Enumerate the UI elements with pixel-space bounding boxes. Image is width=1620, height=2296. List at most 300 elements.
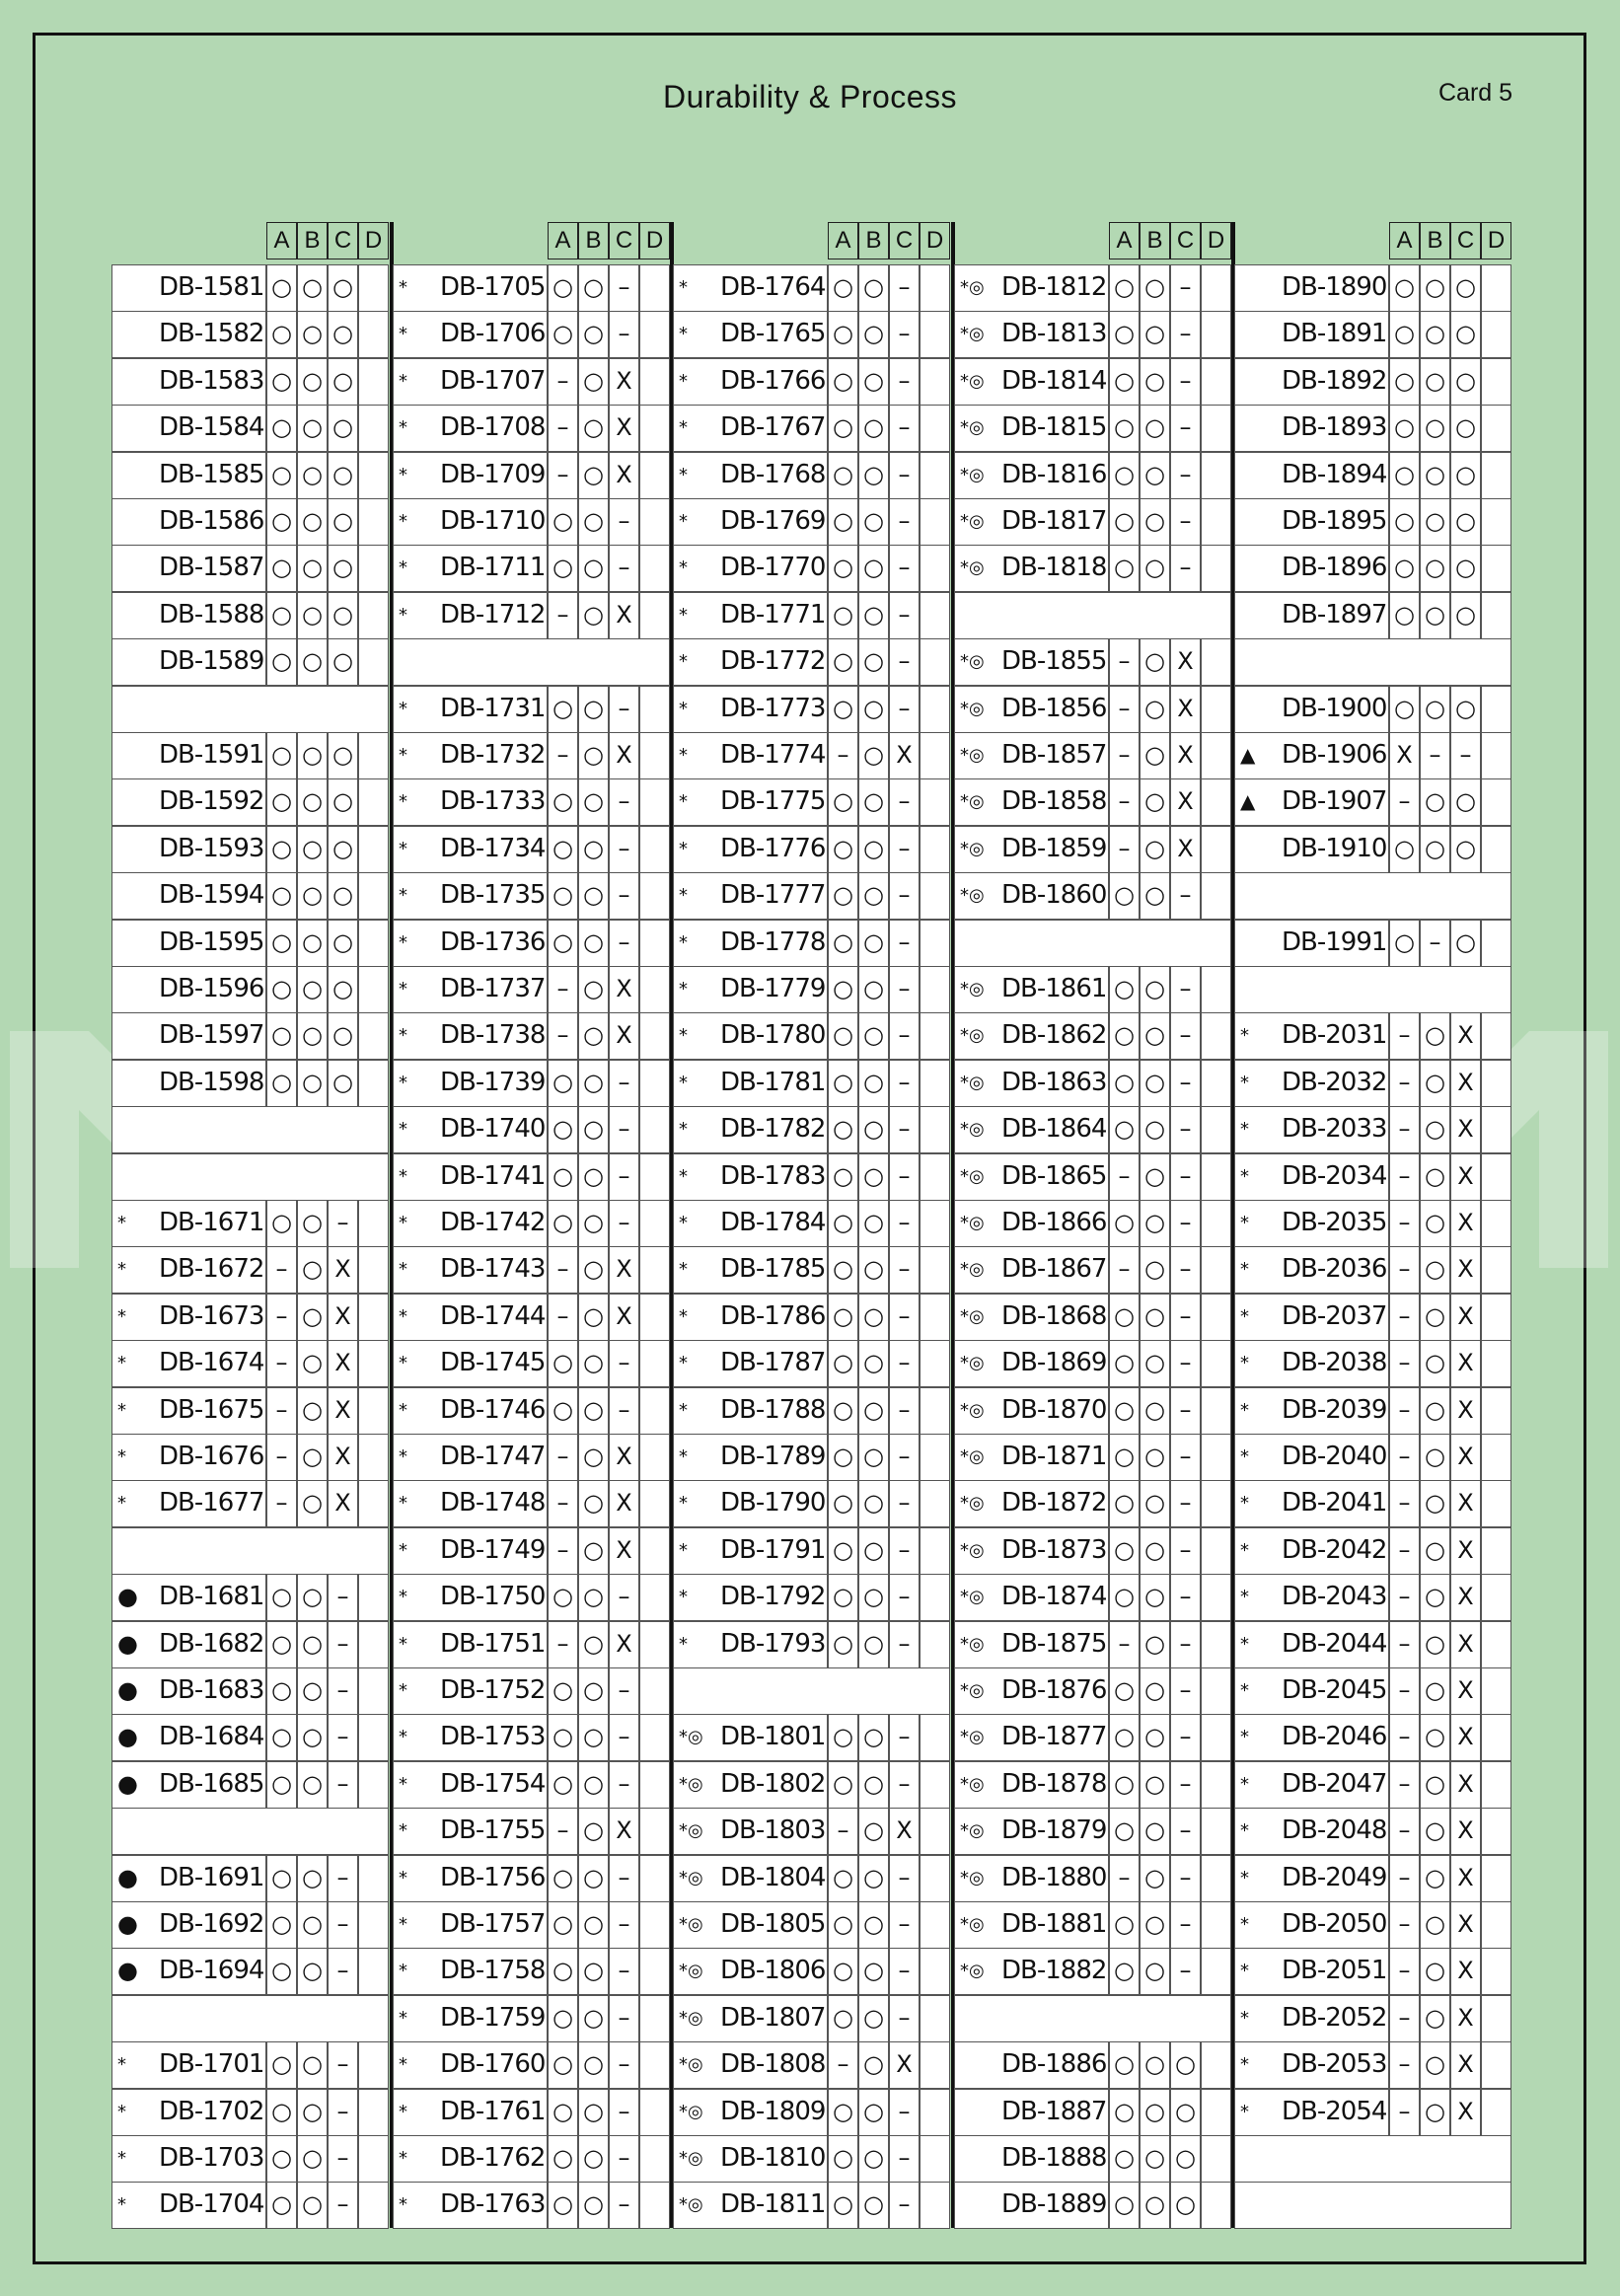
rating-a: ○ [828, 1246, 858, 1294]
marker-symbol: * [117, 1493, 126, 1515]
rating-a: ○ [1109, 1714, 1140, 1761]
product-id: DB-1876 [1001, 1675, 1107, 1705]
rating-a: ○ [828, 1527, 858, 1575]
marker-symbol: * [1240, 1259, 1249, 1281]
rating-d [1201, 1808, 1231, 1855]
rating-a: ○ [1109, 1901, 1140, 1949]
rating-a: ○ [1109, 1012, 1140, 1060]
rating-b: ○ [578, 1012, 609, 1060]
rating-c: – [1170, 1340, 1201, 1387]
rating-d [358, 1387, 389, 1435]
marker-symbol: * [117, 1399, 126, 1421]
product-id-cell [954, 1527, 1109, 1575]
product-id-cell [1234, 1012, 1389, 1060]
rating-d [358, 1714, 389, 1761]
product-id-cell [673, 1153, 828, 1201]
product-id-cell [111, 732, 266, 779]
rating-a: ○ [1389, 545, 1420, 592]
rating-d [358, 405, 389, 452]
rating-d [639, 872, 670, 920]
product-id: DB-2044 [1282, 1628, 1387, 1659]
product-id: DB-1814 [1001, 365, 1107, 396]
column-header-b: B [578, 222, 609, 259]
rating-d [639, 1340, 670, 1387]
product-id: DB-1870 [1001, 1394, 1107, 1425]
rating-c: X [609, 1294, 639, 1341]
rating-d [920, 1855, 950, 1902]
rating-d [920, 1480, 950, 1527]
product-id: DB-1862 [1001, 1020, 1107, 1051]
product-id-cell [111, 1246, 266, 1294]
marker-symbol: * [399, 979, 407, 1000]
rating-b: ○ [297, 2089, 328, 2136]
rating-b: ○ [1420, 1106, 1450, 1153]
rating-a: ○ [266, 498, 297, 546]
rating-c: X [1450, 1434, 1481, 1481]
rating-a: ○ [266, 1060, 297, 1107]
rating-a: – [1389, 1901, 1420, 1949]
rating-a: – [548, 732, 578, 779]
product-id: DB-1773 [720, 693, 826, 723]
rating-c: – [1170, 1948, 1201, 1995]
product-id: DB-2031 [1282, 1020, 1387, 1051]
rating-c: X [609, 1808, 639, 1855]
rating-b: ○ [1420, 1340, 1450, 1387]
rating-c: – [1170, 1855, 1201, 1902]
rating-d [1481, 778, 1511, 826]
rating-b: ○ [1140, 1340, 1170, 1387]
product-id-cell [111, 966, 266, 1013]
rating-a: ○ [828, 592, 858, 639]
product-id: DB-1751 [440, 1628, 546, 1659]
rating-b: ○ [858, 1012, 889, 1060]
product-id: DB-1731 [440, 693, 546, 723]
marker-symbol: * [1240, 1539, 1249, 1561]
marker-symbol: * [679, 651, 688, 673]
rating-a: – [1389, 1621, 1420, 1668]
rating-c: X [1450, 1901, 1481, 1949]
rating-d [920, 405, 950, 452]
marker-symbol: * [399, 1072, 407, 1093]
rating-c: – [889, 405, 920, 452]
marker-symbol: * [1240, 1773, 1249, 1795]
rating-c: X [1450, 1246, 1481, 1294]
product-id: DB-1856 [1001, 693, 1107, 723]
rating-c: X [328, 1294, 358, 1341]
product-id-cell [111, 1387, 266, 1435]
rating-d [358, 1948, 389, 1995]
rating-b: ○ [578, 686, 609, 733]
product-id-cell [1234, 405, 1389, 452]
marker-symbol: * [399, 1493, 407, 1515]
rating-d [1481, 498, 1511, 546]
empty-row [111, 1527, 389, 1575]
marker-symbol: * [679, 885, 688, 907]
rating-d [639, 264, 670, 312]
product-id-cell [393, 1480, 548, 1527]
marker-symbol: * [1240, 1633, 1249, 1655]
rating-a: – [1389, 1434, 1420, 1481]
rating-a: ○ [548, 1901, 578, 1949]
rating-a: – [548, 1480, 578, 1527]
rating-a: – [266, 1434, 297, 1481]
rating-c: ○ [1450, 826, 1481, 873]
rating-c: – [889, 452, 920, 499]
rating-a: ○ [828, 264, 858, 312]
product-id: DB-1784 [720, 1208, 826, 1237]
rating-d [639, 405, 670, 452]
rating-b: ○ [1420, 1667, 1450, 1715]
rating-c: – [889, 1294, 920, 1341]
product-id-cell [1234, 1060, 1389, 1107]
marker-symbol: ● [117, 1583, 138, 1611]
product-id-cell [673, 1855, 828, 1902]
product-id: DB-2051 [1282, 1956, 1387, 1986]
product-id-cell [111, 592, 266, 639]
rating-b: ○ [858, 1948, 889, 1995]
product-id: DB-1865 [1001, 1160, 1107, 1191]
rating-c: – [609, 872, 639, 920]
rating-d [920, 1200, 950, 1247]
marker-symbol: *◎ [960, 1867, 985, 1889]
product-id: DB-1741 [440, 1160, 546, 1191]
marker-symbol: * [1240, 1587, 1249, 1608]
rating-c: X [328, 1480, 358, 1527]
marker-symbol: * [679, 1633, 688, 1655]
rating-d [920, 1434, 950, 1481]
product-id-cell [673, 1012, 828, 1060]
product-id-cell [1234, 826, 1389, 873]
rating-b: ○ [578, 545, 609, 592]
product-id-cell [1234, 1153, 1389, 1201]
marker-symbol: * [399, 1539, 407, 1561]
rating-a: – [266, 1294, 297, 1341]
marker-symbol: * [679, 1305, 688, 1327]
rating-d [920, 1901, 950, 1949]
rating-b: ○ [578, 1387, 609, 1435]
rating-b: ○ [578, 1246, 609, 1294]
product-id-cell [393, 1106, 548, 1153]
marker-symbol: * [117, 2194, 126, 2216]
rating-b: ○ [297, 1621, 328, 1668]
rating-d [920, 545, 950, 592]
rating-d [1481, 1621, 1511, 1668]
product-id: DB-1595 [159, 926, 264, 957]
product-id: DB-1881 [1001, 1909, 1107, 1939]
product-id-cell [954, 1200, 1109, 1247]
rating-d [639, 1855, 670, 1902]
marker-symbol: *◎ [960, 1633, 985, 1655]
rating-c: – [889, 920, 920, 967]
rating-b: ○ [1140, 2041, 1170, 2089]
rating-c: X [1450, 1995, 1481, 2042]
marker-symbol: * [1240, 1680, 1249, 1701]
product-id-cell [1234, 2089, 1389, 2136]
product-id: DB-1584 [159, 412, 264, 443]
rating-d [1481, 1340, 1511, 1387]
rating-b: ○ [1420, 1761, 1450, 1809]
product-id: DB-1873 [1001, 1534, 1107, 1565]
rating-d [358, 452, 389, 499]
product-id: DB-1769 [720, 506, 826, 536]
rating-d [1481, 920, 1511, 967]
product-id: DB-2034 [1282, 1160, 1387, 1191]
product-id-cell [673, 452, 828, 499]
product-id-cell [111, 1901, 266, 1949]
rating-d [920, 2135, 950, 2183]
rating-b: ○ [578, 405, 609, 452]
marker-symbol: * [399, 1773, 407, 1795]
marker-symbol: *◎ [960, 1259, 985, 1281]
product-id: DB-1586 [159, 506, 264, 536]
product-id: DB-1789 [720, 1442, 826, 1471]
rating-d [358, 1294, 389, 1341]
marker-symbol: *◎ [960, 1446, 985, 1467]
empty-row [954, 592, 1231, 639]
product-id-cell [673, 2135, 828, 2183]
product-id-cell [1234, 1761, 1389, 1809]
marker-symbol: * [679, 324, 688, 345]
product-id-cell [1234, 1995, 1389, 2042]
product-id-cell [393, 1855, 548, 1902]
product-id: DB-1892 [1282, 365, 1387, 396]
rating-b: ○ [578, 1060, 609, 1107]
product-id: DB-1857 [1001, 740, 1107, 770]
rating-a: – [1389, 1995, 1420, 2042]
product-id: DB-2036 [1282, 1254, 1387, 1285]
product-id-cell [673, 2041, 828, 2089]
product-id: DB-1709 [440, 459, 546, 489]
rating-a: ○ [828, 2089, 858, 2136]
product-id-cell [954, 358, 1109, 406]
rating-a: ○ [828, 1012, 858, 1060]
product-id: DB-1808 [720, 2049, 826, 2080]
product-id-cell [1234, 1387, 1389, 1435]
rating-a: ○ [548, 826, 578, 873]
product-id: DB-1888 [1001, 2143, 1107, 2173]
product-id-cell [393, 1060, 548, 1107]
marker-symbol: *◎ [960, 1727, 985, 1748]
rating-a: ○ [266, 1761, 297, 1809]
product-id: DB-1864 [1001, 1114, 1107, 1145]
marker-symbol: * [679, 698, 688, 719]
product-id: DB-1592 [159, 786, 264, 817]
product-id-cell [393, 1527, 548, 1575]
product-id-cell [673, 638, 828, 686]
rating-c: – [889, 1387, 920, 1435]
marker-symbol: * [399, 1119, 407, 1141]
rating-d [1201, 2135, 1231, 2183]
product-id-cell [673, 1621, 828, 1668]
marker-symbol: *◎ [679, 2194, 703, 2216]
rating-d [358, 778, 389, 826]
rating-a: – [266, 1246, 297, 1294]
product-id-cell [111, 264, 266, 312]
product-id: DB-1750 [440, 1582, 546, 1612]
rating-b: ○ [1140, 1667, 1170, 1715]
product-id: DB-1737 [440, 974, 546, 1003]
rating-c: X [609, 358, 639, 406]
rating-d [920, 2089, 950, 2136]
rating-d [639, 826, 670, 873]
rating-a: – [828, 732, 858, 779]
rating-d [358, 1246, 389, 1294]
rating-b: ○ [858, 2041, 889, 2089]
rating-c: X [609, 1012, 639, 1060]
marker-symbol: *◎ [679, 1961, 703, 1982]
rating-a: ○ [1389, 452, 1420, 499]
product-id-cell [954, 872, 1109, 920]
rating-d [639, 1387, 670, 1435]
rating-a: ○ [266, 311, 297, 358]
rating-d [358, 2041, 389, 2089]
rating-b: ○ [1140, 966, 1170, 1013]
rating-c: – [1170, 1153, 1201, 1201]
rating-c: ○ [328, 405, 358, 452]
rating-c: – [889, 2089, 920, 2136]
rating-d [639, 1480, 670, 1527]
rating-a: – [1389, 778, 1420, 826]
rating-b: ○ [1140, 1294, 1170, 1341]
rating-d [1201, 966, 1231, 1013]
rating-c: X [1170, 732, 1201, 779]
rating-d [639, 1714, 670, 1761]
product-id: DB-1896 [1282, 553, 1387, 583]
rating-b: ○ [858, 1621, 889, 1668]
product-id: DB-1749 [440, 1534, 546, 1565]
rating-a: ○ [548, 2135, 578, 2183]
rating-b: ○ [297, 2182, 328, 2229]
product-id: DB-1807 [720, 2002, 826, 2033]
rating-a: – [548, 1246, 578, 1294]
product-id: DB-1785 [720, 1254, 826, 1285]
rating-d [639, 1060, 670, 1107]
product-id: DB-1583 [159, 365, 264, 396]
rating-a: ○ [266, 405, 297, 452]
rating-b: ○ [858, 545, 889, 592]
rating-c: – [1170, 1667, 1201, 1715]
rating-d [358, 966, 389, 1013]
product-id-cell [673, 1246, 828, 1294]
product-id-cell [673, 2182, 828, 2229]
rating-d [1481, 311, 1511, 358]
rating-d [1201, 1714, 1231, 1761]
rating-a: – [548, 452, 578, 499]
product-id: DB-1734 [440, 833, 546, 863]
product-id-cell [393, 592, 548, 639]
product-id: DB-1806 [720, 1956, 826, 1986]
product-id: DB-1910 [1282, 833, 1387, 863]
product-id-cell [673, 778, 828, 826]
rating-b: ○ [858, 1995, 889, 2042]
marker-symbol: * [117, 2054, 126, 2076]
rating-a: ○ [1389, 405, 1420, 452]
rating-c: X [609, 592, 639, 639]
marker-symbol: *◎ [960, 1961, 985, 1982]
product-id-cell [954, 1480, 1109, 1527]
rating-b: ○ [858, 778, 889, 826]
product-id-cell [1234, 2041, 1389, 2089]
rating-d [1481, 1106, 1511, 1153]
rating-c: X [609, 1246, 639, 1294]
card-label: Card 5 [1438, 79, 1513, 107]
marker-symbol: * [117, 1259, 126, 1281]
rating-d [1201, 1434, 1231, 1481]
product-id-cell [111, 1855, 266, 1902]
rating-d [1481, 1200, 1511, 1247]
product-id: DB-1753 [440, 1722, 546, 1752]
rating-a: ○ [828, 872, 858, 920]
rating-b: ○ [578, 264, 609, 312]
rating-b: ○ [1140, 686, 1170, 733]
rating-d [1201, 1480, 1231, 1527]
rating-a: ○ [548, 1060, 578, 1107]
empty-row [1234, 2182, 1511, 2229]
product-id-cell [1234, 358, 1389, 406]
product-id-cell [954, 732, 1109, 779]
rating-c: – [1170, 498, 1201, 546]
rating-c: X [1170, 826, 1201, 873]
product-id: DB-1792 [720, 1582, 826, 1612]
rating-d [1201, 686, 1231, 733]
rating-d [1201, 2182, 1231, 2229]
rating-c: – [609, 1387, 639, 1435]
rating-c: – [609, 1667, 639, 1715]
product-id: DB-1744 [440, 1300, 546, 1331]
rating-a: ○ [1109, 1574, 1140, 1621]
rating-b: ○ [858, 1434, 889, 1481]
rating-a: ○ [828, 1060, 858, 1107]
rating-b: ○ [578, 1480, 609, 1527]
product-id-cell [111, 545, 266, 592]
rating-b: ○ [858, 686, 889, 733]
rating-d [1201, 1012, 1231, 1060]
product-id: DB-2054 [1282, 2096, 1387, 2126]
rating-b: ○ [297, 2135, 328, 2183]
rating-d [920, 920, 950, 967]
rating-c: ○ [1170, 2182, 1201, 2229]
product-id-cell [954, 498, 1109, 546]
marker-symbol: ● [117, 1769, 138, 1798]
rating-a: – [548, 1434, 578, 1481]
rating-a: ○ [828, 966, 858, 1013]
rating-a: ○ [828, 1761, 858, 1809]
rating-d [920, 1948, 950, 1995]
rating-b: ○ [1140, 1901, 1170, 1949]
marker-symbol: * [1240, 1493, 1249, 1515]
rating-c: – [889, 686, 920, 733]
rating-b: ○ [297, 732, 328, 779]
product-id: DB-1585 [159, 459, 264, 489]
rating-a: ○ [266, 1200, 297, 1247]
product-id: DB-1712 [440, 599, 546, 630]
product-id-cell [1234, 1808, 1389, 1855]
rating-d [1481, 358, 1511, 406]
product-id-cell [673, 872, 828, 920]
product-id: DB-1774 [720, 740, 826, 770]
rating-c: – [328, 1901, 358, 1949]
rating-a: ○ [548, 1340, 578, 1387]
rating-d [639, 452, 670, 499]
rating-d [639, 358, 670, 406]
rating-a: ○ [828, 1901, 858, 1949]
rating-b: ○ [297, 592, 328, 639]
rating-a: ○ [548, 1106, 578, 1153]
rating-a: ○ [266, 966, 297, 1013]
rating-c: – [1170, 1012, 1201, 1060]
rating-c: – [609, 1153, 639, 1201]
product-id: DB-1694 [159, 1956, 264, 1986]
